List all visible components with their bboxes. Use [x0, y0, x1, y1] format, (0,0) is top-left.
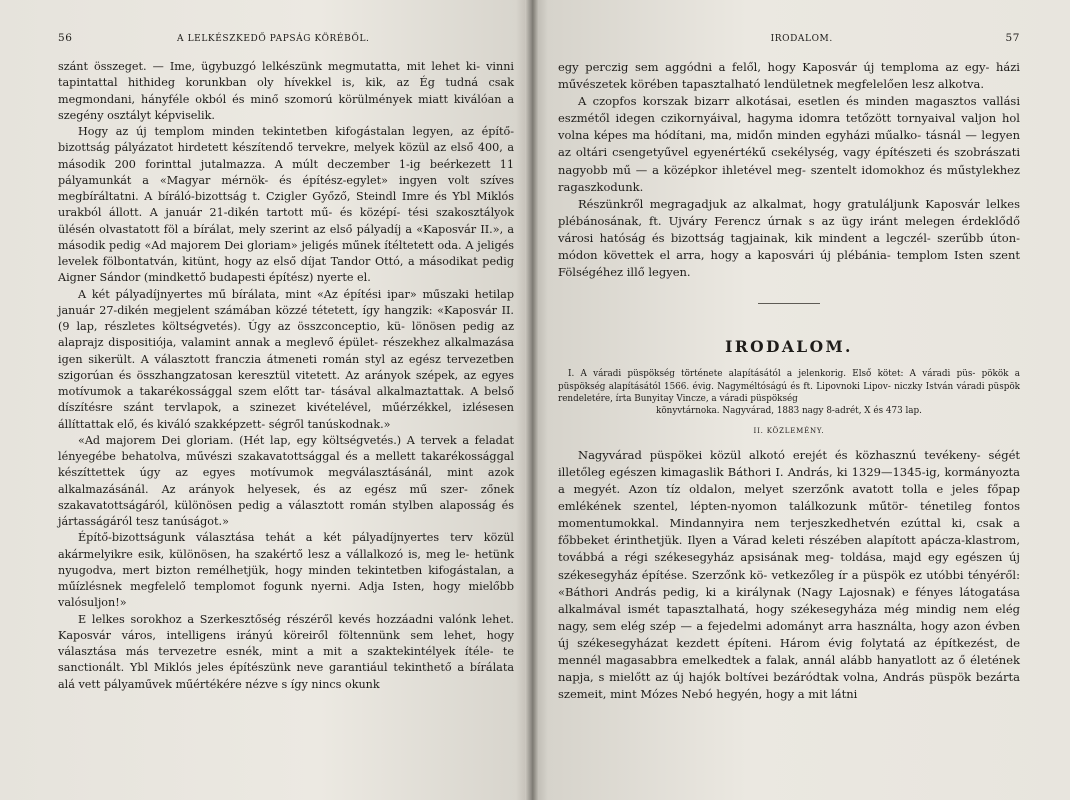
page-number: 57	[1005, 32, 1020, 44]
paragraph: Építő-bizottságunk választása tehát a két pályadíjnyertes terv közül akármelyikre esik, különösen, ha szakértő lesz a vállalkozó is, meg le- hetünk nyugodva, mert bizton remélhetjük, hogy minden tekintetben kifogástalan, a műízlésnek megfelelő templomot fogunk nyerni. Adja Isten, hogy mielőbb valósuljon!»	[58, 531, 514, 610]
paragraph: Nagyvárad püspökei közül alkotó erejét és közhasznú tevékeny- ségét illetőleg egészen kimagaslik Báthori I. András, ki 1329—1345-ig, kormányozta a megyét. Azon tíz oldalon, melyet szerzőnk avatott tolla e jeles főpap emlékének szentel, lépten-nyomon találkozunk műtör- ténetileg fontos momentumokkal. Mindannyira nem terjeszkedhetvén ezúttal ki, csak a főbbeket érinthetjük. Ilyen a Várad keleti részében alapított apácza-klastrom, továbbá a régi székesegyház apsisának meg- toldása, majd egy egészen új székesegyház építése. Szerzőnk kö- vetkezőleg ír a püspök ez utóbbi tényéről: «Báthori András pedig, ki a királynak (Nagy Lajosnak) e fényes látogatása alkalmával ismét tapasztalhatá, hogy székesegyháza még mindig nem elég nagy, sem elég szép — a fejedelmi adományt arra használta, hogy azon évben új székesegyházat kezdett építeni. Három évig folytatá az építkezést, de mennél magasabbra emelkedtek a falak, annál alább hanyatlott az ő életének napja, s mielőtt az új hajók boltívei bezáródtak volna, András püspök bezárta szemeit, mint Mózes Nebó hegyén, hogy a mit látni	[558, 447, 1020, 702]
paragraph: Hogy az új templom minden tekintetben kifogástalan legyen, az építő-bizottság pályázatot hirdetett készítendő tervekre, melyek közül az első 400, a második 200 forinttal jutalmazza. A múlt deczember 1-ig beérkezett 11 pályamunkát a «Magyar mérnök- és építész-egylet» ingyen volt szíves megbíráltatni. A bíráló-bizottság t. Czigler Győző, Steindl Imre és Ybl Miklós urakból állott. A január 21-dikén tartott mű- és középí- tési szakosztályok ülésén olvastatott föl a bírálat, mely szerint az első pályadíj a «Kaposvár II.», a második pedig «Ad majorem Dei gloriam» jeligés műnek ítéltetett oda. A jeligés levelek fölbontatván, kitünt, hogy az első díjat Tandor Ottó, a másodikat pedig Aigner Sándor (mindkettő budapesti építész) nyerte el.	[58, 125, 514, 285]
section-title: IRODALOM.	[725, 337, 853, 357]
paragraph: «Ad majorem Dei gloriam. (Hét lap, egy költségvetés.) A tervek a feladat lényegébe behatolva, művészi szakavatottsággal és a mellett takarékossággal készíttettek úgy az egyes motívumok megválasztásánál, mint azok alkalmazásánál. Az arányok helyesek, és az egész mű szer- zőnek szakavatottságáról, különösen pedig a választott román stylben alaposság és jártasságáról tesz tanúságot.»	[58, 433, 514, 528]
left-page	[0, 0, 532, 800]
page-number: 56	[58, 32, 73, 44]
bib-main: I. A váradi püspökség története alapításától a jelenkorig. Első kötet: A váradi püs- pökök a püspökség alapításától 1566. évig. Nagyméltóságú és ft. Lipovnoki Lipov- niczky István váradi püspök rendeletére, írta Bunyitay Vincze, a váradi püspökség	[558, 369, 1020, 405]
paragraph: Részünkről megragadjuk az alkalmat, hogy gratuláljunk Kaposvár lelkes plébánosának, ft. Ujváry Ferencz úrnak s az ügy iránt melegen érdeklődő városi hatóság és bizottság tagjainak, kik mindent a legczél- szerűbb úton-módon követtek el arra, hogy a kaposvári új plébánia- templom Isten szent Fölségéhez illő legyen.	[558, 196, 1020, 280]
bibliographic-entry	[558, 368, 1020, 418]
bib-continuation: könyvtárnoka. Nagyvárad, 1883 nagy 8-adrét, X és 473 lap.	[656, 406, 922, 417]
paragraph: A czopfos korszak bizarr alkotásai, esetlen és minden magasztos vallási eszmétől idegen czikornyáival, hagyma idomra tetőzött tornyaival valjon hol volna képes ma hódítani, ma, midőn minden egyházi műalko- tásnál — legyen az oltári csengetyűvel egyenértékű csekélység, vagy építészeti és szobrászati nagyobb mű — a középkor ihletével meg- szentelt idomokhoz és műstylekhez ragaszkodunk.	[558, 94, 1020, 194]
left-body-text	[58, 59, 514, 693]
paragraph: E lelkes sorokhoz a Szerkesztőség részéről kevés hozzáadni valónk lehet. Kaposvár város, intelligens irányú köreiről föltennünk sem lehet, hogy választása más tervezetre esnék, mint a mit a szaktekintélyek ítéle- te sanctionált. Ybl Miklós jeles építészünk neve garantiául tekinthető a bírálata alá vett pályaművek műértékére nézve s így nincs okunk	[58, 612, 514, 691]
section-divider	[758, 303, 820, 304]
paragraph: szánt összeget. — Ime, ügybuzgó lelkészünk megmutatta, mit lehet ki- vinni tapintattal hithideg korunkban oly hívekkel is, kik, az Ég tudná csak megmondani, hányféle okból és minő szomorú körülmények miatt kiválóan a szegény osztályt képviselik.	[58, 60, 514, 122]
paragraph: egy perczig sem aggódni a felől, hogy Kaposvár új temploma az egy- házi művészetek körében tapasztalható lendületnek megfelelően lesz alkotva.	[558, 60, 1020, 92]
running-title: A LELKÉSZKEDŐ PAPSÁG KÖRÉBŐL.	[177, 34, 370, 44]
paragraph: A két pályadíjnyertes mű bírálata, mint «Az építési ipar» műszaki hetilap január 27-dikén megjelent számában közzé tétetett, így hangzik: «Kaposvár II. (9 lap, részletes költségvetés). Úgy az összconceptio, kü- lönösen pedig az alaprajz dispositiója, valamint annak a meglevő épület- részekhez alkalmazása igen sikerült. A választott franczia átmeneti román styl az egész tervezetben szigorúan és összhangzatosan keresztül vitetett. Az arányok szépek, az egyes motívumok a takarékossággal szem előtt tar- tásával alkalmaztattak. A belső díszítésre szánt tervlapok, a szinezet kivételével, műérzékkel, izlésesen állíttattak elő, és kiváló szakképzett- ségről tanúskodnak.»	[58, 287, 514, 431]
right-page	[532, 0, 1070, 800]
book-gutter	[525, 0, 539, 800]
review-text	[558, 447, 1020, 703]
right-body-text	[558, 59, 1020, 281]
subheading: II. KÖZLEMÉNY.	[753, 426, 825, 435]
right-running-head	[558, 32, 1020, 50]
left-running-head	[58, 32, 514, 50]
running-title: IRODALOM.	[770, 34, 833, 44]
